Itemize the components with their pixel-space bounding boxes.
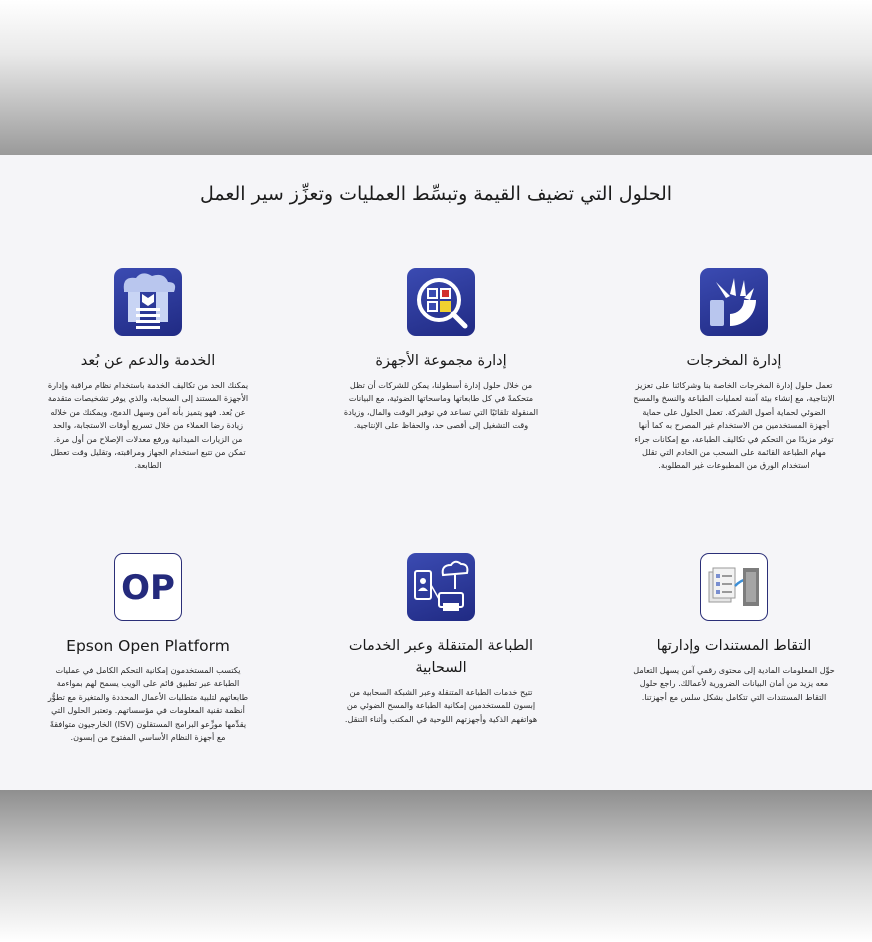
card-description: من خلال حلول إدارة أسطولنا، يمكن للشركات أن تظل متحكمةً في كل طابعاتها وماسحاتها الضوئية، مع البيانات المنقولة تلقائيًا التي تساعد في توفير الوقت والمال، وزيادة وقت التشغيل إلى أقصى حد، والحفاظ على الإنتاجية. (343, 380, 539, 431)
card-output-management[interactable] (629, 268, 839, 473)
document-capture-icon (700, 553, 768, 621)
section-headline: الحلول التي تضيف القيمة وتبسِّط العمليات وتعزِّز سير العمل (199, 183, 673, 205)
card-title: Epson Open Platform (66, 637, 230, 655)
card-title: إدارة مجموعة الأجهزة (375, 353, 507, 369)
card-fleet-management[interactable] (336, 268, 546, 433)
card-open-platform[interactable] (43, 553, 253, 744)
op-logo-icon (114, 553, 182, 621)
card-title: الخدمة والدعم عن بُعد (80, 353, 216, 369)
card-title: إدارة المخرجات (686, 353, 782, 369)
card-mobile-cloud-print[interactable] (336, 553, 546, 726)
cloud-service-icon (114, 268, 182, 336)
card-description: تعمل حلول إدارة المخرجات الخاصة بنا وشركائنا على تعزيز الإنتاجية، مع إنشاء بيئة آمنة لعمليات الطباعة والنسخ والمسح الضوئي لحماية أصول الشركة. تعمل الحلول على حماية أجهزة المستخدمين من الاستخدام غير المصرح به كما أنها توفر مزيدًا من التحكم في تكاليف الطباعة، مع إمكانات جراء مهام الطباعة القائمة على السحب من الخادم التي تقلل استخدام الورق من المطبوعات غير المطلوبة. (633, 380, 835, 471)
card-description: يكتسب المستخدمون إمكانية التحكم الكامل في عمليات الطباعة عبر تطبيق قائم على الويب يسمح لهم بمواءمة طابعاتهم لتلبية متطلبات الأعمال المحددة والمتغيرة مع تطوُّر أنظمة تقنية المعلومات في مؤسساتهم. وتعتبر الحلول التي يقدِّمها موزِّعو البرامج المستقلون (ISV) الخارجيون متوافقةً مع أجهزة النظام الأساسي المفتوح من إبسون. (47, 665, 249, 743)
output-pie-icon (700, 268, 768, 336)
card-remote-service[interactable] (43, 268, 253, 473)
card-document-capture[interactable] (629, 553, 839, 704)
fleet-magnifier-icon (407, 268, 475, 336)
bottom-shadow-band (0, 790, 872, 942)
op-logo-text: OP (121, 568, 175, 608)
card-title: التقاط المستندات وإدارتها (656, 638, 812, 654)
card-title: الطباعة المتنقلة وعبر الخدمات السحابية (348, 638, 534, 676)
top-shadow-band (0, 0, 872, 155)
card-description: تتيح خدمات الطباعة المتنقلة وعبر الشبكة السحابية من إبسون للمستخدمين إمكانية الطباعة والمسح الضوئي من هواتفهم الذكية وأجهزتهم اللوحية في المكتب وأثناء التنقل. (344, 687, 538, 724)
card-description: يمكنك الحد من تكاليف الخدمة باستخدام نظام مراقبة وإدارة الأجهزة المستند إلى السحابة، والذي يوفر تشخيصات متقدمة عن بُعد. فهو يتميز بأنه آمن وسهل الدمج، ويمكنك من خلاله زيادة رضا العملاء من خلال تسريع أوقات الاستجابة، والحد من الزيارات الميدانية ورفع معدلات الإصلاح من أول مرة. تمكن من تتبع استخدام الجهاز ومراقبته، وتقليل وقت تعطل الطابعة. (47, 380, 249, 471)
mobile-cloud-print-icon (407, 553, 475, 621)
solutions-panel (0, 155, 872, 790)
card-description: حوِّل المعلومات المادية إلى محتوى رقمي آمن يسهل التعامل معه يزيد من أمان البيانات الضرورية لأعمالك. راجع حلول التقاط المستندات التي تتكامل بشكل سلس مع أجهزتنا. (633, 665, 835, 702)
